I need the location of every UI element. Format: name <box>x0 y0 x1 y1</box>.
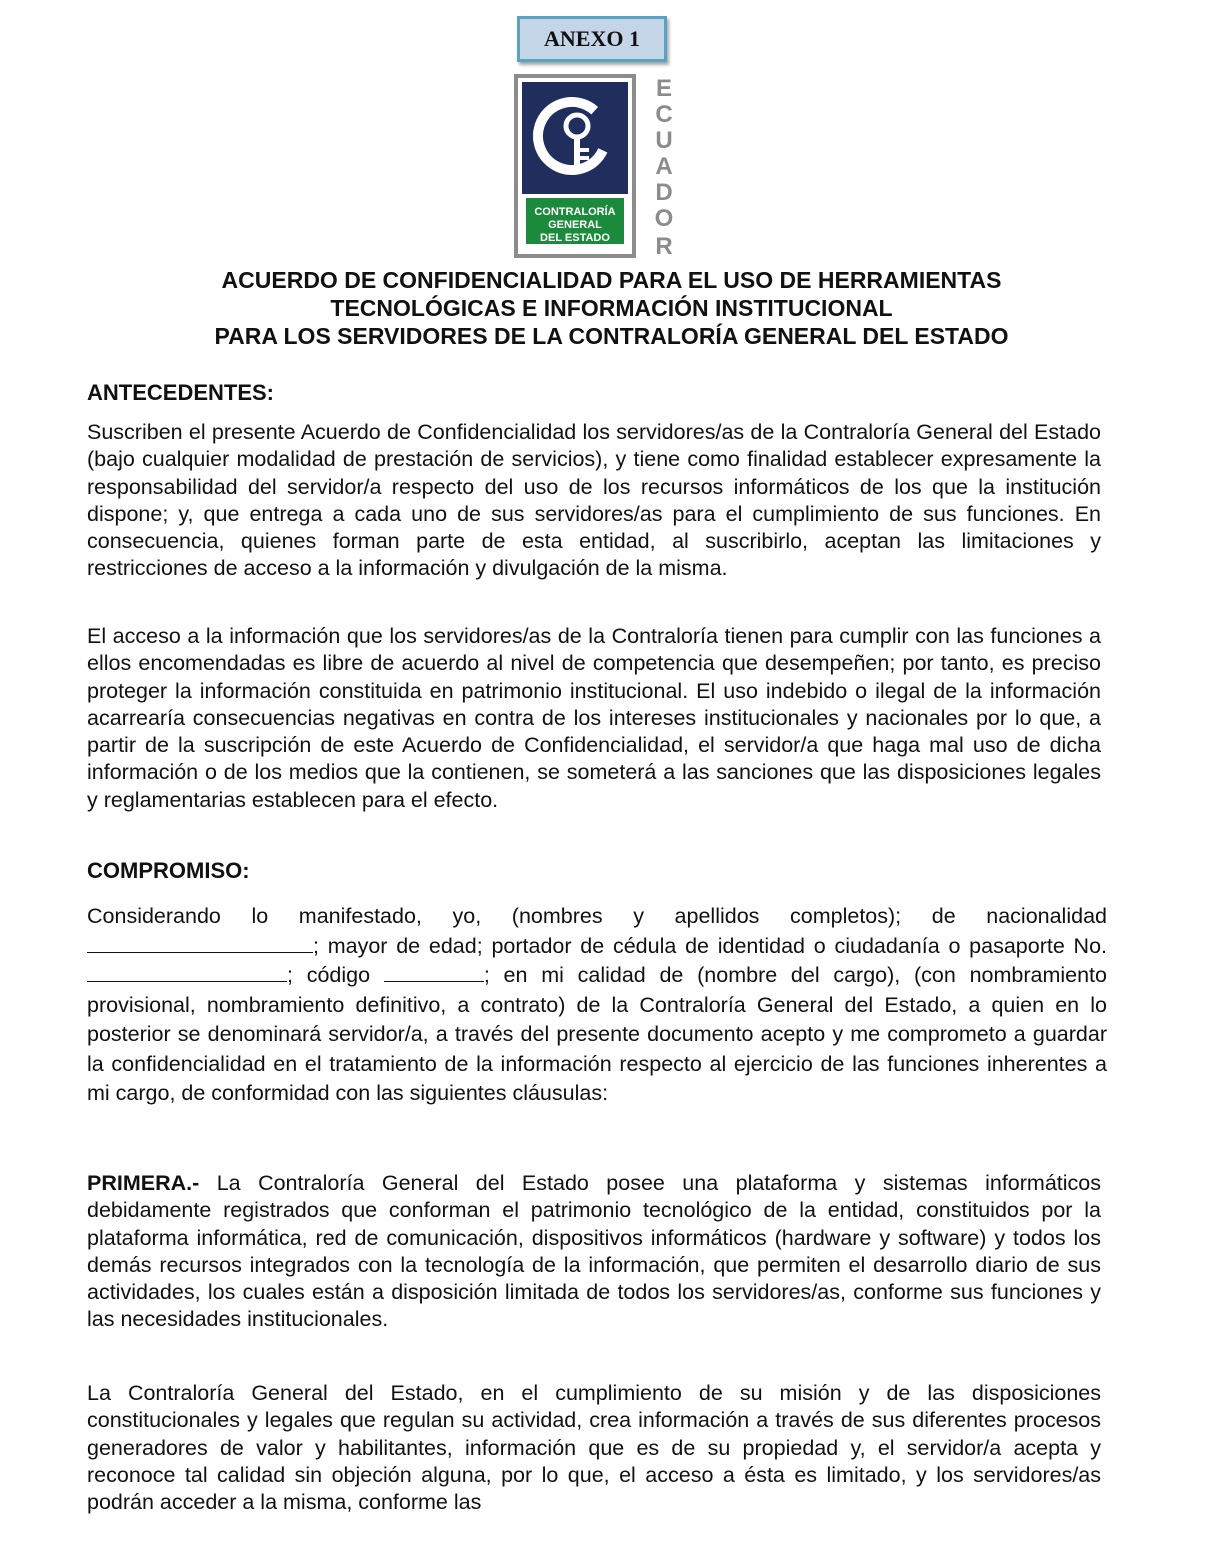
primera-label: PRIMERA.- <box>87 1171 200 1195</box>
logo-badge-line-2: GENERAL <box>548 219 602 231</box>
logo-side-letter: C <box>655 101 673 128</box>
primera-paragraph-2: La Contraloría General del Estado, en el cumplimiento de su misión y de las disposiciones constitucionales y legales que regulan su actividad, crea información a través de sus diferentes procesos generadores de valor y habilitantes, información que es de su propiedad y, el servidor/a acepta y reconoce tal calidad sin objeción alguna, por lo que, el acceso a ésta es limitado, y los servidores/as podrán acceder a la misma, conforme las <box>87 1381 1101 1515</box>
contraloria-logo <box>514 74 684 258</box>
logo-side-letter: O <box>654 205 674 232</box>
annex-label: ANEXO 1 <box>517 16 667 62</box>
logo-badge-line-1: CONTRALORÍA <box>534 206 616 218</box>
antecedentes-paragraph-2: El acceso a la información que los servidores/as de la Contraloría tienen para cumplir con las funciones a ellos encomendadas es libre de acuerdo al nivel de competencia que desempeñen; por tanto, es preciso proteger la información constituida en patrimonio institucional. El uso indebido o ilegal de la información acarrearía consecuencias negativas en contra de los intereses institucionales y nacionales por lo que, a partir de la suscripción de este Acuerdo de Confidencialidad, el servidor/a que haga mal uso de dicha información o de los medios que la contienen, se someterá a las sanciones que las disposiciones legales y reglamentarias establecen para el efecto. <box>87 624 1101 812</box>
nationality-blank <box>87 934 313 953</box>
logo-side-letter: D <box>655 179 673 206</box>
title-line-2: TECNOLÓGICAS E INFORMACIÓN INSTITUCIONAL <box>330 295 893 321</box>
primera-text: La Contraloría General del Estado posee una plataforma y sistemas informáticos debidamente registrados que conforman el patrimonio tecnológico de la entidad, constituidos por la plataforma informática, red de comunicación, dispositivos informáticos (hardware y software) y todos los demás recursos integrados con la tecnología de la información, que permiten el desarrollo diario de sus actividades, los cuales están a disposición limitada de todos los servidores/as, conforme sus funciones y las necesidades institucionales. <box>87 1171 1101 1332</box>
logo-side-letter: E <box>655 75 673 102</box>
document-title <box>60 266 1163 350</box>
passport-blank <box>87 963 287 982</box>
compromiso-heading: COMPROMISO: <box>87 858 250 883</box>
compromiso-text-3: ; código <box>287 963 371 987</box>
compromiso-text-2: ; mayor de edad; portador de cédula de identidad o ciudadanía o pasaporte No. <box>313 933 1107 958</box>
logo-side-letter: A <box>655 153 673 180</box>
antecedentes-heading: ANTECEDENTES: <box>87 380 275 405</box>
compromiso-text-1: Considerando lo manifestado, yo, (nombres y apellidos completos); de nacionalidad <box>87 904 1107 928</box>
title-line-1: ACUERDO DE CONFIDENCIALIDAD PARA EL USO DE HERRAMIENTAS <box>221 267 1002 293</box>
logo-side-letter: R <box>655 233 673 258</box>
antecedentes-paragraph-1: Suscriben el presente Acuerdo de Confidencialidad los servidores/as de la Contraloría General del Estado (bajo cualquier modalidad de prestación de servicios), y tiene como finalidad establecer expresamente la responsabilidad del servidor/a respecto del uso de los recursos informáticos de los que la institución dispone; y, que entrega a cada uno de sus servidores/as para el cumplimiento de sus funciones. En consecuencia, quienes forman parte de esta entidad, al suscribirlo, aceptan las limitaciones y restricciones de acceso a la información y divulgación de la misma. <box>87 420 1101 581</box>
primera-paragraph-1 <box>87 1170 1101 1334</box>
compromiso-paragraph <box>87 902 1107 1109</box>
logo-badge-line-3: DEL ESTADO <box>540 232 610 244</box>
logo-side-letter: U <box>655 127 673 154</box>
code-blank <box>384 963 484 982</box>
title-line-3: PARA LOS SERVIDORES DE LA CONTRALORÍA GENERAL DEL ESTADO <box>214 323 1009 349</box>
compromiso-text-4: ; en mi calidad de (nombre del cargo), (con nombramiento provisional, nombramiento definitivo, a contrato) de la Contraloría General del Estado, a quien en lo posterior se denominará servidor/a, a través del presente documento acepto y me comprometo a guardar la confidencialidad en el tratamiento de la información respecto al ejercicio de las funciones inherentes a mi cargo, de conformidad con las siguientes cláusulas: <box>87 963 1107 1105</box>
